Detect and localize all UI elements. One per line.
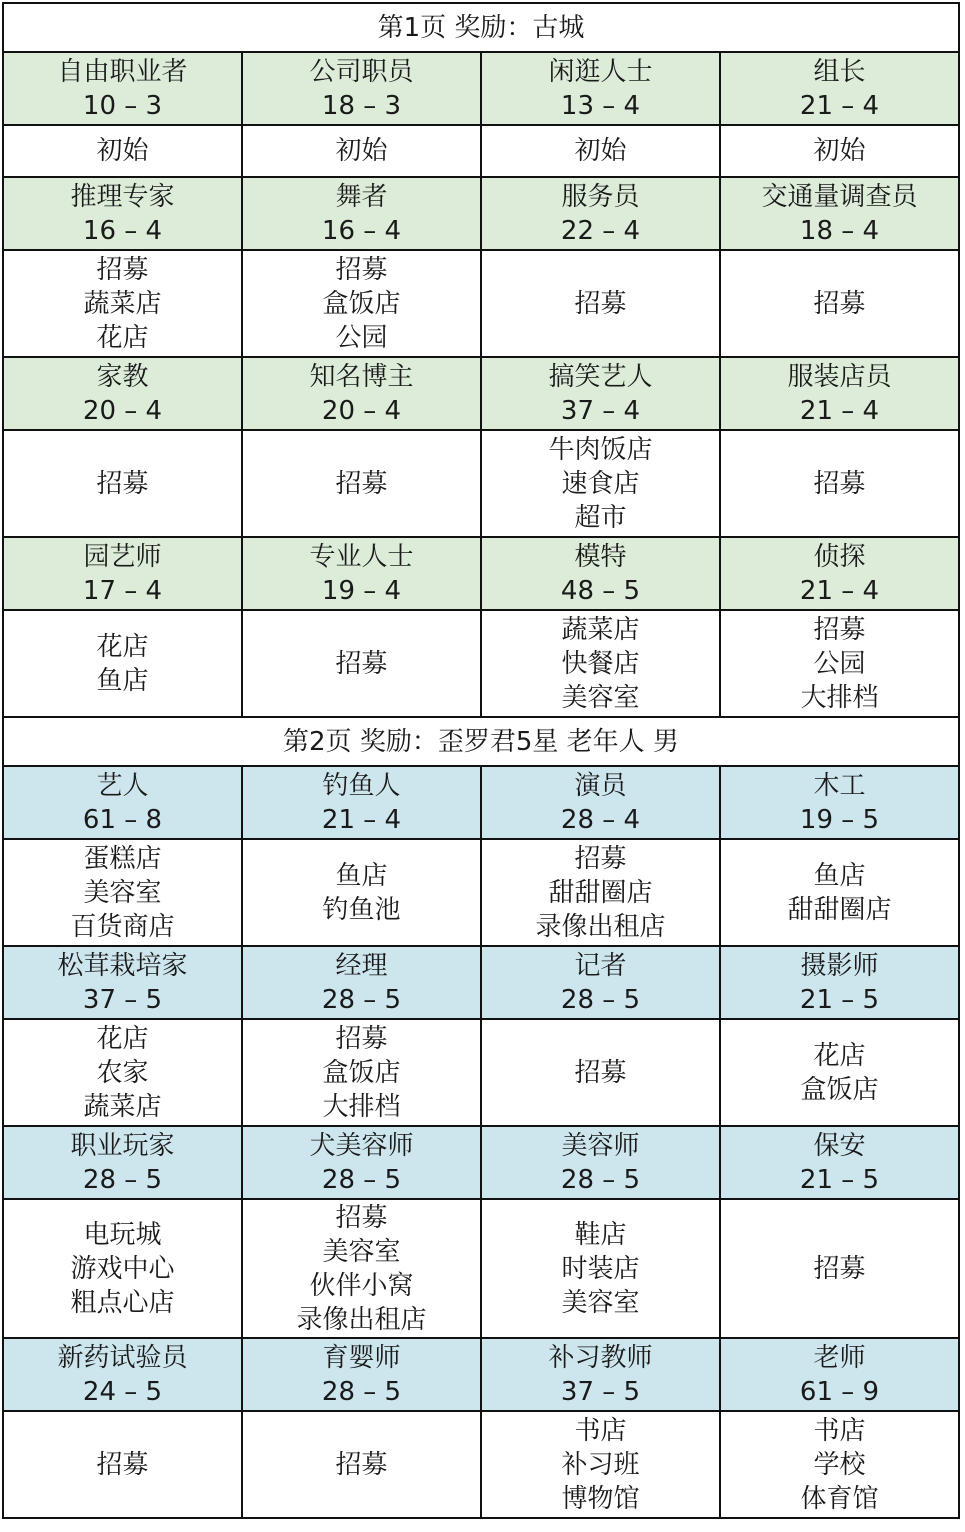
job-stats: 18 – 4 xyxy=(799,215,880,246)
job-cell xyxy=(242,1338,481,1411)
job-stats: 28 – 5 xyxy=(321,984,402,1015)
job-name: 育婴师 xyxy=(322,1342,401,1373)
unlock-location: 速食店 xyxy=(561,468,640,499)
unlock-location: 甜甜圈店 xyxy=(548,877,653,908)
job-cell xyxy=(242,177,481,250)
job-stats: 16 – 4 xyxy=(321,215,402,246)
job-cell xyxy=(242,357,481,430)
unlock-location: 初始 xyxy=(813,136,866,166)
job-cell xyxy=(720,1126,959,1199)
job-stats: 28 – 5 xyxy=(321,1376,402,1407)
job-cell xyxy=(242,52,481,125)
job-stats: 28 – 4 xyxy=(560,804,641,835)
unlock-location: 招募 xyxy=(574,843,627,874)
unlock-location: 游戏中心 xyxy=(70,1253,175,1284)
unlock-location-cell xyxy=(720,430,959,537)
unlock-location: 超市 xyxy=(574,502,627,533)
unlock-location: 花店 xyxy=(96,322,149,353)
unlock-location-cell xyxy=(481,610,720,717)
unlock-location: 初始 xyxy=(335,136,388,166)
unlock-location: 招募 xyxy=(335,648,388,679)
unlock-location-cell xyxy=(242,250,481,357)
job-stats: 28 – 5 xyxy=(321,1164,402,1195)
unlock-location: 录像出租店 xyxy=(296,1304,427,1335)
job-cell xyxy=(3,357,242,430)
job-unlock-table xyxy=(2,2,960,1519)
job-cell xyxy=(481,1126,720,1199)
unlock-location: 美容室 xyxy=(561,1287,640,1318)
job-stats: 22 – 4 xyxy=(560,215,641,246)
unlock-location: 体育馆 xyxy=(800,1483,879,1514)
job-name: 专业人士 xyxy=(309,541,414,572)
unlock-location-row xyxy=(3,250,959,357)
unlock-location: 招募 xyxy=(335,1023,388,1054)
job-stats: 21 – 4 xyxy=(799,90,880,121)
unlock-location-cell xyxy=(3,1019,242,1126)
unlock-location: 鱼店 xyxy=(335,860,388,891)
job-stats: 13 – 4 xyxy=(560,90,641,121)
unlock-location: 大排档 xyxy=(800,682,879,713)
job-cell xyxy=(3,1338,242,1411)
unlock-location-row xyxy=(3,610,959,717)
unlock-location: 招募 xyxy=(335,1202,388,1233)
unlock-location: 伙伴小窝 xyxy=(309,1270,414,1301)
job-stats: 61 – 9 xyxy=(799,1376,880,1407)
job-name: 职业玩家 xyxy=(70,1130,175,1161)
job-header-row xyxy=(3,177,959,250)
job-stats: 16 – 4 xyxy=(82,215,163,246)
unlock-location-cell xyxy=(3,1199,242,1338)
unlock-location-cell xyxy=(481,430,720,537)
job-stats: 20 – 4 xyxy=(82,395,163,426)
unlock-location-cell xyxy=(720,1199,959,1338)
unlock-location-row xyxy=(3,1411,959,1518)
unlock-location: 招募 xyxy=(335,1449,388,1480)
unlock-location: 花店 xyxy=(96,631,149,662)
job-name: 公司职员 xyxy=(309,56,414,87)
job-name: 闲逛人士 xyxy=(548,56,653,87)
unlock-location-row xyxy=(3,1019,959,1126)
job-cell xyxy=(3,52,242,125)
job-header-row xyxy=(3,1338,959,1411)
unlock-location: 公园 xyxy=(335,322,388,353)
unlock-location: 招募 xyxy=(96,254,149,285)
job-stats: 48 – 5 xyxy=(560,575,641,606)
job-name: 经理 xyxy=(335,950,388,981)
unlock-location: 补习班 xyxy=(561,1449,640,1480)
unlock-location: 牛肉饭店 xyxy=(548,434,653,465)
unlock-location: 花店 xyxy=(813,1040,866,1071)
job-header-row xyxy=(3,357,959,430)
job-cell xyxy=(720,1338,959,1411)
unlock-location-cell xyxy=(481,125,720,177)
job-cell xyxy=(720,946,959,1019)
unlock-location-row xyxy=(3,125,959,177)
unlock-location-cell xyxy=(720,250,959,357)
job-stats: 20 – 4 xyxy=(321,395,402,426)
job-name: 组长 xyxy=(813,56,866,87)
job-name: 模特 xyxy=(574,541,627,572)
job-name: 保安 xyxy=(813,1130,866,1161)
unlock-location: 电玩城 xyxy=(83,1219,162,1250)
job-stats: 37 – 5 xyxy=(82,984,163,1015)
job-name: 记者 xyxy=(574,950,627,981)
job-name: 搞笑艺人 xyxy=(548,361,653,392)
job-name: 推理专家 xyxy=(70,181,175,212)
unlock-location: 美容室 xyxy=(83,877,162,908)
unlock-location: 招募 xyxy=(335,468,388,499)
job-stats: 37 – 4 xyxy=(560,395,641,426)
unlock-location: 招募 xyxy=(96,468,149,499)
unlock-location-cell xyxy=(481,1411,720,1518)
unlock-location: 大排档 xyxy=(322,1091,401,1122)
job-stats: 21 – 5 xyxy=(799,984,880,1015)
job-name: 园艺师 xyxy=(83,541,162,572)
unlock-location-cell xyxy=(720,1019,959,1126)
section-title-row xyxy=(3,3,959,52)
job-name: 摄影师 xyxy=(800,950,879,981)
job-cell xyxy=(481,946,720,1019)
job-cell xyxy=(3,537,242,610)
unlock-location-cell xyxy=(242,125,481,177)
job-name: 知名博主 xyxy=(309,361,414,392)
unlock-location-cell xyxy=(242,839,481,946)
table-body xyxy=(3,3,959,1518)
job-name: 松茸栽培家 xyxy=(57,950,188,981)
unlock-location-cell xyxy=(3,125,242,177)
job-name: 自由职业者 xyxy=(57,56,188,87)
unlock-location: 盒饭店 xyxy=(322,288,401,319)
job-cell xyxy=(481,52,720,125)
unlock-location-cell xyxy=(720,610,959,717)
unlock-location: 录像出租店 xyxy=(535,911,666,942)
unlock-location-cell xyxy=(3,250,242,357)
unlock-location: 蔬菜店 xyxy=(83,288,162,319)
unlock-location: 学校 xyxy=(813,1449,866,1480)
job-name: 老师 xyxy=(813,1342,866,1373)
job-cell xyxy=(3,1126,242,1199)
unlock-location: 盒饭店 xyxy=(800,1074,879,1105)
unlock-location-cell xyxy=(3,430,242,537)
job-cell xyxy=(481,537,720,610)
unlock-location-cell xyxy=(720,1411,959,1518)
job-stats: 18 – 3 xyxy=(321,90,402,121)
unlock-location: 农家 xyxy=(96,1057,149,1088)
unlock-location-cell xyxy=(720,125,959,177)
unlock-location: 粗点心店 xyxy=(70,1287,175,1318)
unlock-location: 博物馆 xyxy=(561,1483,640,1514)
unlock-location: 初始 xyxy=(574,136,627,166)
unlock-location: 招募 xyxy=(813,1253,866,1284)
unlock-location: 鞋店 xyxy=(574,1219,627,1250)
unlock-location: 钓鱼池 xyxy=(322,894,401,925)
unlock-location: 书店 xyxy=(574,1415,627,1446)
unlock-location-cell xyxy=(481,250,720,357)
job-cell xyxy=(242,537,481,610)
job-cell xyxy=(481,766,720,839)
job-stats: 21 – 4 xyxy=(321,804,402,835)
job-stats: 10 – 3 xyxy=(82,90,163,121)
unlock-location: 鱼店 xyxy=(813,860,866,891)
unlock-location: 快餐店 xyxy=(561,648,640,679)
job-name: 家教 xyxy=(96,361,149,392)
job-cell xyxy=(481,1338,720,1411)
job-name: 木工 xyxy=(813,770,866,801)
job-stats: 17 – 4 xyxy=(82,575,163,606)
job-cell xyxy=(720,52,959,125)
unlock-location-cell xyxy=(242,1019,481,1126)
unlock-location: 蔬菜店 xyxy=(561,614,640,645)
job-header-row xyxy=(3,946,959,1019)
job-header-row xyxy=(3,52,959,125)
job-cell xyxy=(242,1126,481,1199)
job-name: 补习教师 xyxy=(548,1342,653,1373)
unlock-location: 蔬菜店 xyxy=(83,1091,162,1122)
job-name: 演员 xyxy=(574,770,627,801)
unlock-location-cell xyxy=(242,430,481,537)
job-header-row xyxy=(3,766,959,839)
unlock-location: 招募 xyxy=(96,1449,149,1480)
unlock-location-row xyxy=(3,430,959,537)
unlock-location: 甜甜圈店 xyxy=(787,894,892,925)
job-stats: 21 – 5 xyxy=(799,1164,880,1195)
unlock-location-row xyxy=(3,839,959,946)
unlock-location: 时装店 xyxy=(561,1253,640,1284)
job-name: 舞者 xyxy=(335,181,388,212)
unlock-location: 招募 xyxy=(574,1057,627,1088)
job-cell xyxy=(481,177,720,250)
unlock-location-cell xyxy=(481,1199,720,1338)
unlock-location: 美容室 xyxy=(561,682,640,713)
job-header-row xyxy=(3,1126,959,1199)
job-name: 艺人 xyxy=(96,770,149,801)
section-title: 第1页 奖励：古城 xyxy=(3,3,959,52)
job-name: 钓鱼人 xyxy=(322,770,401,801)
unlock-location-cell xyxy=(242,610,481,717)
unlock-location: 花店 xyxy=(96,1023,149,1054)
job-cell xyxy=(242,946,481,1019)
section-title-row xyxy=(3,717,959,766)
job-name: 美容师 xyxy=(561,1130,640,1161)
job-cell xyxy=(720,177,959,250)
unlock-location: 公园 xyxy=(813,648,866,679)
unlock-location-cell xyxy=(242,1199,481,1338)
job-stats: 19 – 4 xyxy=(321,575,402,606)
job-stats: 21 – 4 xyxy=(799,575,880,606)
job-stats: 37 – 5 xyxy=(560,1376,641,1407)
job-name: 交通量调查员 xyxy=(761,181,918,212)
unlock-location: 初始 xyxy=(96,136,149,166)
job-name: 服装店员 xyxy=(787,361,892,392)
job-stats: 19 – 5 xyxy=(799,804,880,835)
job-stats: 24 – 5 xyxy=(82,1376,163,1407)
unlock-location: 蛋糕店 xyxy=(83,843,162,874)
unlock-location-cell xyxy=(720,839,959,946)
unlock-location: 书店 xyxy=(813,1415,866,1446)
unlock-location: 招募 xyxy=(813,614,866,645)
unlock-location: 招募 xyxy=(574,288,627,319)
unlock-location-cell xyxy=(242,1411,481,1518)
unlock-location: 盒饭店 xyxy=(322,1057,401,1088)
job-stats: 61 – 8 xyxy=(82,804,163,835)
job-cell xyxy=(720,357,959,430)
unlock-location-cell xyxy=(481,1019,720,1126)
job-stats: 28 – 5 xyxy=(560,1164,641,1195)
unlock-location: 鱼店 xyxy=(96,665,149,696)
job-cell xyxy=(3,766,242,839)
unlock-location: 美容室 xyxy=(322,1236,401,1267)
job-name: 犬美容师 xyxy=(309,1130,414,1161)
job-stats: 21 – 4 xyxy=(799,395,880,426)
unlock-location: 百货商店 xyxy=(70,911,175,942)
unlock-location-row xyxy=(3,1199,959,1338)
unlock-location-cell xyxy=(481,839,720,946)
section-title: 第2页 奖励：歪罗君5星 老年人 男 xyxy=(3,717,959,766)
job-name: 侦探 xyxy=(813,541,866,572)
unlock-location: 招募 xyxy=(335,254,388,285)
job-header-row xyxy=(3,537,959,610)
job-cell xyxy=(3,177,242,250)
job-cell xyxy=(720,537,959,610)
job-cell xyxy=(720,766,959,839)
unlock-location-cell xyxy=(3,1411,242,1518)
unlock-location: 招募 xyxy=(813,288,866,319)
unlock-location-cell xyxy=(3,839,242,946)
unlock-location: 招募 xyxy=(813,468,866,499)
job-cell xyxy=(3,946,242,1019)
job-stats: 28 – 5 xyxy=(82,1164,163,1195)
job-cell xyxy=(481,357,720,430)
job-name: 服务员 xyxy=(561,181,640,212)
job-name: 新药试验员 xyxy=(57,1342,188,1373)
job-stats: 28 – 5 xyxy=(560,984,641,1015)
unlock-location-cell xyxy=(3,610,242,717)
job-cell xyxy=(242,766,481,839)
